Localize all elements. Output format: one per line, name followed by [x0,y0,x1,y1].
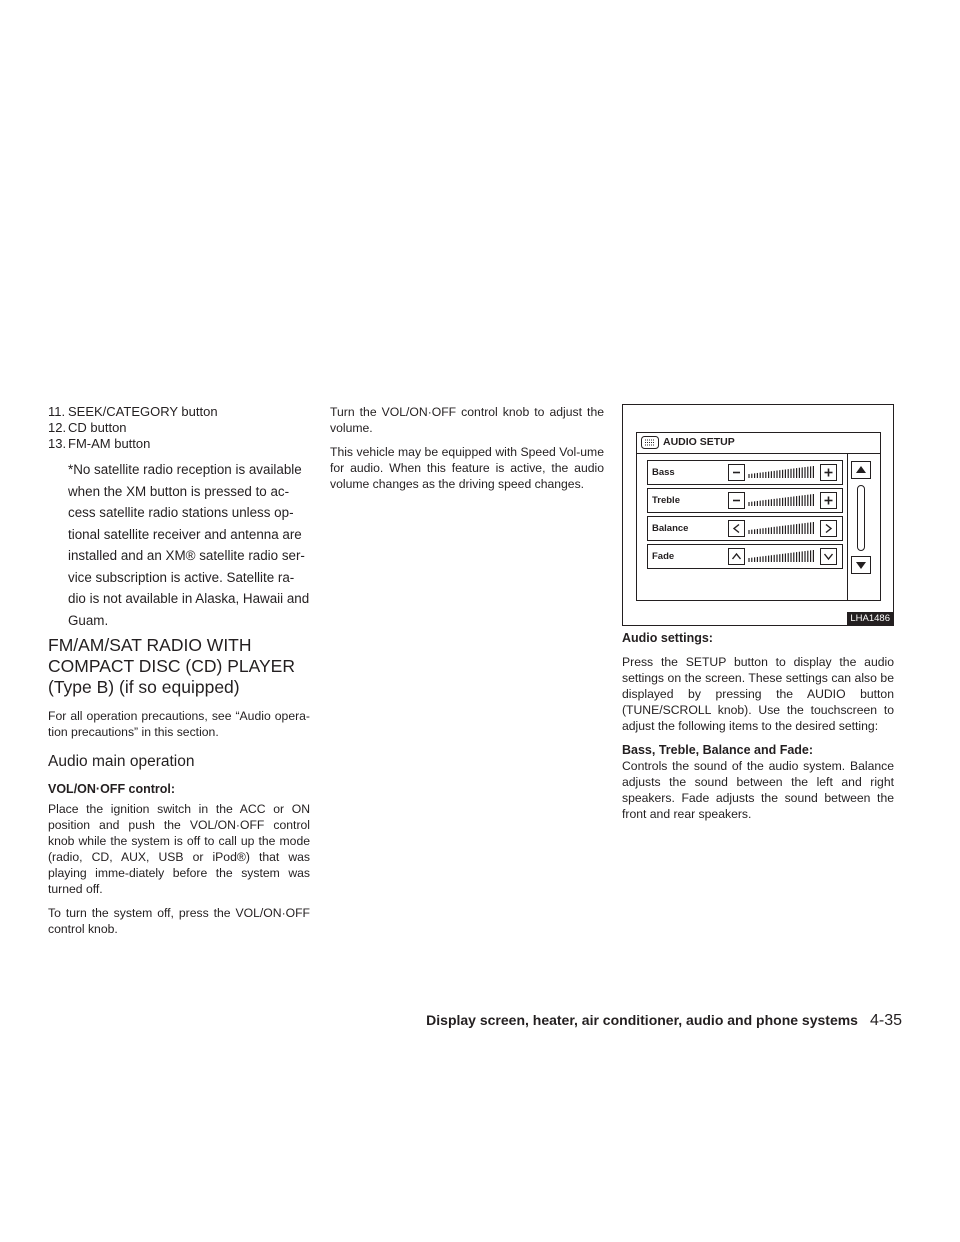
page-number: 4-35 [869,1012,902,1029]
bass-treble-heading: Bass, Treble, Balance and Fade: [622,743,814,757]
plus-icon[interactable] [820,464,837,481]
chevron-up-icon[interactable] [728,548,745,565]
scroll-up-icon[interactable] [851,461,871,479]
level-bar[interactable] [748,522,816,534]
page-footer [390,1012,902,1030]
vol-paragraph: Place the ignition switch in the ACC or ON position and push the VOL/ON·OFF control knob while the system is off to call up the mode (radio, CD, AUX, USB or iPod®) that was playing imme-diately before the system was turned off. [48,802,310,896]
setting-row-treble [647,488,843,513]
vol-paragraph: To turn the system off, press the VOL/ON·OFF control knob. [48,906,310,936]
audio-settings-paragraph: Press the SETUP button to display the audio settings on the screen. These settings can also be displayed by pressing the AUDIO button (TUNE/SCROLL knob). Use the touchscreen to adjust the following items to the desired setting: [622,655,894,733]
scroll-down-icon[interactable] [851,556,871,574]
screen-title: AUDIO SETUP [663,436,735,448]
plus-icon[interactable] [820,492,837,509]
audio-settings-heading: Audio settings: [622,631,713,645]
setting-row-bass [647,460,843,485]
audio-setup-screen [636,432,881,601]
screen-title-bar [637,433,880,454]
section-title: FM/AM/SAT RADIO WITH COMPACT DISC (CD) PLAYER (Type B) (if so equipped) [48,635,295,697]
setting-row-fade [647,544,843,569]
list-number: 11. [48,404,66,419]
list-text: SEEK/CATEGORY button [68,404,218,419]
column-left [48,404,310,937]
list-item [48,420,310,436]
chevron-down-icon[interactable] [820,548,837,565]
list-text: CD button [68,420,127,435]
scrollbar[interactable] [857,485,865,551]
minus-icon[interactable] [728,492,745,509]
list-item [48,436,310,452]
vol-heading: VOL/ON·OFF control: [48,782,176,796]
chevron-left-icon[interactable] [728,520,745,537]
list-number: 12. [48,420,67,435]
volume-paragraph: Turn the VOL/ON·OFF control knob to adjust the volume. [330,405,604,435]
column-right [622,404,894,822]
column-middle [330,404,604,492]
audio-settings-icon [641,436,659,449]
audio-setup-figure [622,404,894,626]
bass-treble-paragraph: Controls the sound of the audio system. Balance adjusts the sound between the left and right speakers. Fade adjusts the sound between the front and rear speakers. [622,759,894,821]
setting-row-balance [647,516,843,541]
list-text: FM-AM button [68,436,151,451]
speed-volume-paragraph: This vehicle may be equipped with Speed Vol-ume for audio. When this feature is active, the audio volume changes as the driving speed changes. [330,445,604,491]
level-bar[interactable] [748,466,816,478]
setting-label: Balance [652,523,689,534]
section-intro: For all operation precautions, see “Audio opera-tion precautions” in this section. [48,709,310,739]
level-bar[interactable] [748,550,816,562]
level-bar[interactable] [748,494,816,506]
chevron-right-icon[interactable] [820,520,837,537]
list-number: 13. [48,436,67,451]
footer-section-title: Display screen, heater, air conditioner, audio and phone systems [426,1012,858,1028]
satellite-note: *No satellite radio reception is available when the XM button is pressed to ac-cess satellite radio stations unless op-tional satellite receiver and antenna are installed and an XM® satellite radio ser-vice subscription is active. Satellite ra-dio is not available in Alaska, Hawaii and Guam. [68,462,310,628]
setting-label: Treble [652,495,680,506]
setting-label: Bass [652,467,675,478]
subsection-title: Audio main operation [48,753,195,770]
figure-code: LHA1486 [847,612,893,625]
minus-icon[interactable] [728,464,745,481]
setting-label: Fade [652,551,675,562]
scroll-divider [847,453,848,601]
list-item [48,404,310,420]
